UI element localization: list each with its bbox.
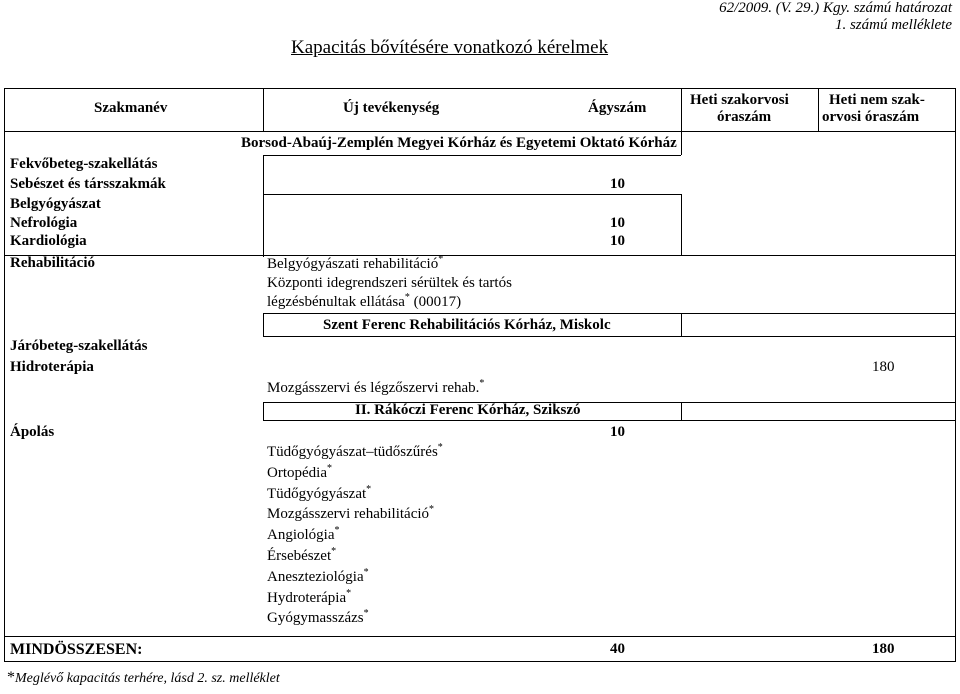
row-rehabilitacio-activity-2b: légzésbénultak ellátása* (00017) [267, 292, 462, 310]
row-nefrologia-beds: 10 [610, 215, 625, 231]
row-kardiologia-beds: 10 [610, 233, 625, 249]
total-hours: 180 [872, 641, 895, 657]
row-kardiologia-name: Kardiológia [10, 233, 87, 249]
row-hidroterapia-activity: Mozgásszervi és légzőszervi rehab.* [267, 378, 485, 396]
footnote: *Meglévő kapacitás terhére, lásd 2. sz. melléklet [7, 669, 280, 686]
apolas-activity-item: Ortopédia* [267, 462, 332, 481]
resolution-reference: 62/2009. (V. 29.) Kgy. számú határozat [719, 0, 952, 16]
apolas-activity-item: Mozgásszervi rehabilitáció* [267, 504, 435, 523]
apolas-activity-item: Aneszteziológia* [267, 566, 369, 585]
row-nefrologia-name: Nefrológia [10, 215, 78, 231]
page-title: Kapacitás bővítésére vonatkozó kérelmek [291, 37, 609, 58]
hospital-name: Szent Ferenc Rehabilitációs Kórház, Miskolc [323, 317, 611, 333]
row-rehabilitacio-name: Rehabilitáció [10, 255, 95, 271]
hospital-name: Borsod-Abaúj-Zemplén Megyei Kórház és Egyetemi Oktató Kórház [241, 135, 677, 151]
row-hidroterapia-hours: 180 [872, 359, 895, 375]
total-label: MINDÖSSZESEN: [10, 641, 143, 658]
header-heti-szakorvosi-2: óraszám [717, 109, 772, 125]
row-apolas-beds: 10 [610, 424, 625, 440]
total-beds: 40 [610, 641, 625, 657]
row-sebeszet-beds: 10 [610, 176, 625, 192]
apolas-activity-item: Érsebészet* [267, 546, 337, 564]
row-sebeszet-name: Sebészet és társszakmák [10, 176, 166, 192]
row-apolas-name: Ápolás [10, 424, 55, 440]
header-szakmanev: Szakmanév [94, 100, 168, 116]
annex-reference: 1. számú melléklete [834, 17, 952, 33]
row-rehabilitacio-activity-1: Belgyógyászati rehabilitáció* [267, 254, 444, 272]
header-heti-nem-szakorvosi-1: Heti nem szak- [829, 92, 925, 108]
hospital-name: II. Rákóczi Ferenc Kórház, Szikszó [355, 402, 581, 418]
apolas-activity-item: Tüdőgyógyászat–tüdőszűrés* [267, 442, 443, 460]
header-heti-nem-szakorvosi-2: orvosi óraszám [822, 109, 920, 125]
header-heti-szakorvosi-1: Heti szakorvosi [690, 92, 789, 108]
apolas-activity-item: Tüdőgyógyászat* [267, 483, 372, 502]
row-belgyogyaszat-name: Belgyógyászat [10, 196, 101, 212]
apolas-activity-item: Gyógymasszázs* [267, 608, 369, 627]
apolas-activity-item: Angiológia* [267, 525, 340, 544]
header-uj-tevekenyseg: Új tevékenység [343, 100, 440, 116]
apolas-activity-item: Hydroterápia* [267, 587, 352, 606]
row-hidroterapia-name: Hidroterápia [10, 359, 94, 375]
section-fekvobeteg: Fekvőbeteg-szakellátás [10, 156, 158, 172]
section-jarobeteg: Járóbeteg-szakellátás [10, 338, 148, 354]
row-rehabilitacio-activity-2a: Központi idegrendszeri sérültek és tartós [267, 275, 512, 291]
header-agyszam: Ágyszám [588, 100, 647, 116]
